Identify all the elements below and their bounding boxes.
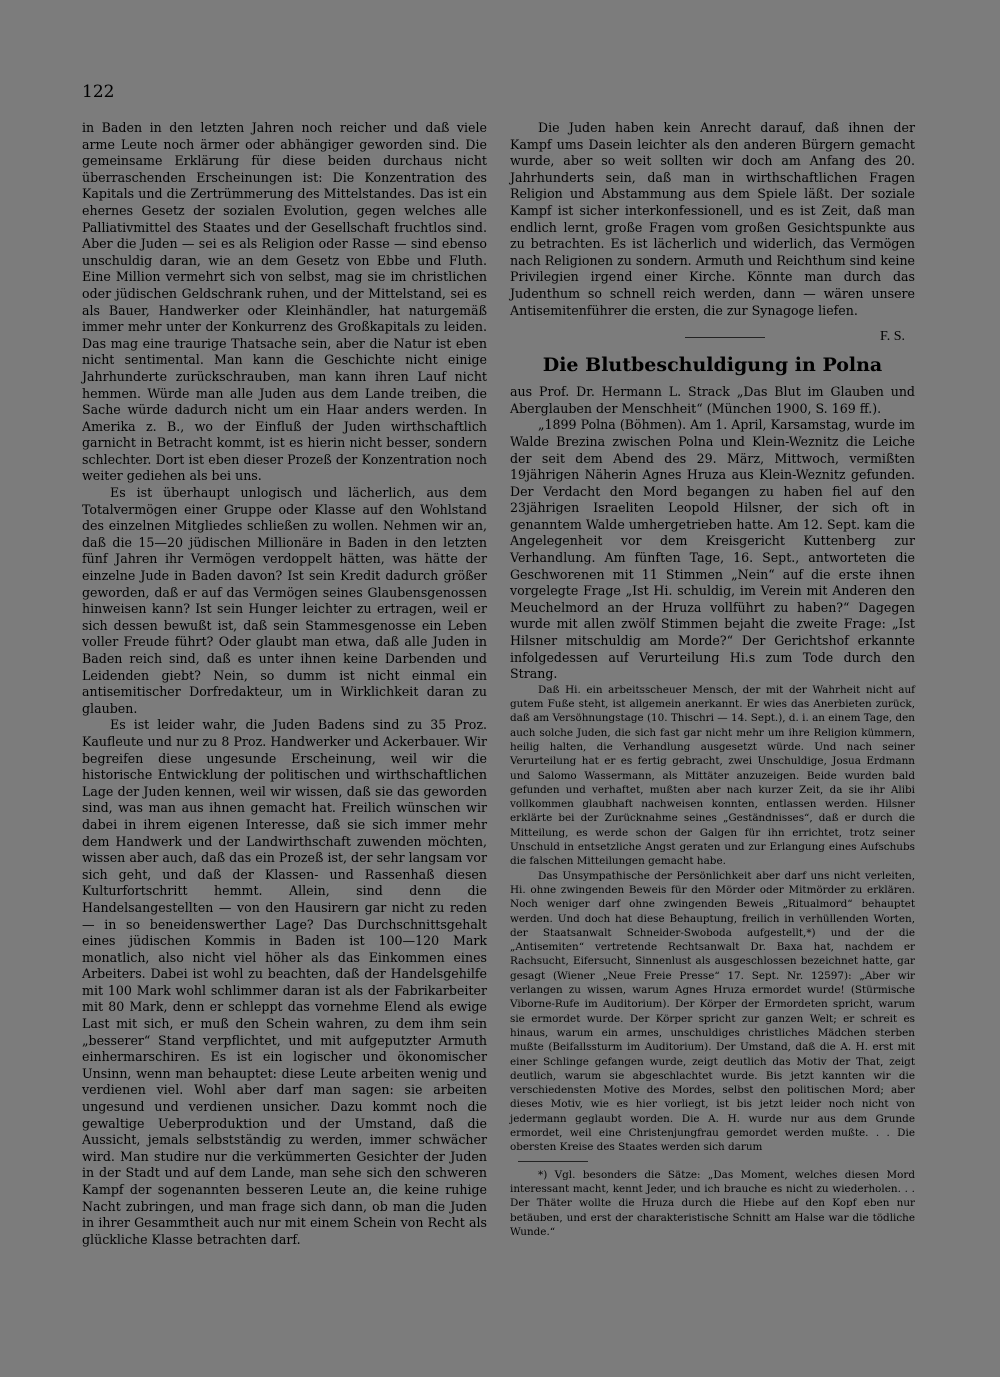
- divider: [685, 337, 765, 338]
- small-paragraph: Das Unsympathische der Persönlichkeit aber darf uns nicht verleiten, Hi. ohne zwingenden Beweis für den Mörder oder Mitmörder zu erklären. Noch weniger darf ohne zwingenden Beweis „Ritualmord“ behauptet werden. Und doch hat diese Behauptung, freilich in verhüllenden Worten, der Staatsanwalt Schneider-Swoboda aufgestellt,*) und der die „Antisemiten“ vertretende Rechtsanwalt Dr. Baxa hat, nachdem er Rachsucht, Eifersucht, Sinnenlust als ausgeschlossen bezeichnet hatte, gar gesagt (Wiener „Neue Freie Presse“ 17. Sept. Nr. 12597): „Aber wir verlangen zu wissen, warum Agnes Hruza ermordet wurde! (Stürmische Viborne-Rufe im Auditorium). Der Körper der Ermordeten spricht, warum sie ermordet wurde. Der Körper spricht zur ganzen Welt; er schreit es hinaus, warum ein armes, unschuldiges christliches Mädchen sterben mußte (Beifallssturm im Auditorium). Der Umstand, daß die A. H. erst mit einer Schlinge gefangen wurde, zeigt deutlich das Motiv der That, zeigt deutlich, warum sie abgeschlachtet wurde. Bis jetzt kannten wir die verschiedensten Motive des Mordes, selbst den politischen Mord; aber dieses Motiv, wie es hier vorliegt, ist bis jetzt leider noch nicht von jedermann geglaubt worden. Die A. H. wurde nur aus dem Grunde ermordet, weil eine Christenjungfrau gemordet werden mußte. . . Die obersten Kreise des Staates werden sich darum: [510, 869, 915, 1154]
- paragraph: Die Juden haben kein Anrecht darauf, daß ihnen der Kampf ums Dasein leichter als den anderen Bürgern gemacht wurde, aber so weit sollten wir doch am Anfang des 20. Jahrhunderts sein, daß man in wirthschaftlichen Fragen Religion und Abstammung aus dem Spiele läßt. Der soziale Kampf ist sicher interkonfessionell, und es ist Zeit, daß man endlich lernt, große Fragen vom großen Gesichtspunkte aus zu betrachten. Es ist lächerlich und widerlich, das Vermögen nach Religionen zu sondern. Armuth und Reichthum sind keine Privilegien irgend einer Kirche. Könnte man durch das Judenthum so schnell reich werden, dann — wären unsere Antisemitenführer die ersten, die zur Synagoge liefen.: [510, 120, 916, 318]
- footnote-divider: [518, 1161, 588, 1162]
- author-signature: F. S.: [880, 329, 905, 345]
- section-heading: Die Blutbeschuldigung in Polna: [542, 354, 883, 377]
- right-column: [510, 120, 915, 1239]
- small-paragraph: Daß Hi. ein arbeitsscheuer Mensch, der mit der Wahrheit nicht auf gutem Fuße steht, ist allgemein anerkannt. Er wies das Anerbieten zurück, daß am Versöhnungstage (10. Thischri — 14. Sept.), d. i. an einem Tage, den auch solche Juden, die sich fast gar nicht mehr um ihre Religion kümmern, heilig halten, die Verhandlung ausgesetzt würde. Und nach seiner Verurteilung hat er es fertig gebracht, zwei Unschuldige, Josua Erdmann und Salomo Wassermann, als Mittäter anzuzeigen. Beide wurden bald gefunden und verhaftet, mußten aber nach kurzer Zeit, da sie ihr Alibi vollkommen glaubhaft nachweisen konnten, entlassen werden. Hilsner erklärte bei der Zurücknahme seines „Geständnisses“, daß er durch die Mitteilung, es werde schon der Galgen für ihn errichtet, trotz seiner Unschuld in entsetzliche Angst geraten und zur Erlangung eines Aufschubs die falschen Mitteilungen gemacht habe.: [510, 683, 915, 868]
- footnote: *) Vgl. besonders die Sätze: „Das Moment, welches diesen Mord interessant macht, kennt Jeder, und ich brauche es nicht zu wiederholen. . . Der Thäter wollte die Hruza durch die Hiebe auf den Kopf eben nur betäuben, und erst der charakteristische Schnitt am Halse war die tödliche Wunde.“: [510, 1168, 915, 1238]
- source-citation: aus Prof. Dr. Hermann L. Strack „Das Blut im Glauben und Aberglauben der Menschheit“ (München 1900, S. 169 ff.).: [510, 384, 915, 416]
- paragraph: „1899 Polna (Böhmen). Am 1. April, Karsamstag, wurde im Walde Brezina zwischen Polna und Klein-Weznitz die Leiche der seit dem Abend des 29. März, Mittwoch, vermißten 19jährigen Näherin Agnes Hruza aus Klein-Weznitz gefunden. Der Verdacht den Mord begangen zu haben fiel auf den 23jährigen Israeliten Leopold Hilsner, der sich oft in genanntem Walde umhergetrieben hatte. Am 12. Sept. kam die Angelegenheit vor dem Kreisgericht Kuttenberg zur Verhandlung. Am fünften Tage, 16. Sept., antworteten die Geschworenen mit 11 Stimmen „Nein“ auf die erste ihnen vorgelegte Frage „Ist Hi. schuldig, im Verein mit Anderen den Meuchelmord an der Hruza vollführt zu haben?“ Dagegen wurde mit allen zwölf Stimmen bejaht die zweite Frage: „Ist Hilsner mitschuldig am Morde?“ Der Gerichtshof erkannte infolgedessen auf Verurteilung Hi.s zum Tode durch den Strang.: [510, 417, 915, 682]
- left-column: [82, 120, 487, 1248]
- paragraph: Es ist überhaupt unlogisch und lächerlich, aus dem Totalvermögen einer Gruppe oder Klasse auf den Wohlstand des einzelnen Mitgliedes schließen zu wollen. Nehmen wir an, daß die 15—20 jüdischen Millionäre in Baden in den letzten fünf Jahren ihr Vermögen verdoppelt hätten, was hätte der einzelne Jude in Baden davon? Ist sein Kredit dadurch größer geworden, daß er auf das Vermögen seines Glaubensgenossen hinweisen kann? Ist sein Hunger leichter zu ertragen, weil er sich dessen bewußt ist, daß sein Stammesgenosse ein Leben voller Freude führt? Oder glaubt man etwa, daß alle Juden in Baden reich sind, daß es unter ihnen keine Darbenden und Leidenden giebt? Nein, so dumm ist nicht einmal ein antisemitischer Dorfredakteur, um in Wirklichkeit daran zu glauben.: [82, 485, 487, 716]
- paragraph: in Baden in den letzten Jahren noch reicher und daß viele arme Leute noch ärmer oder abhängiger geworden sind. Die gemeinsame Erklärung für diese beiden durchaus nicht überraschenden Erscheinungen ist: Die Konzentration des Kapitals und die Zertrümmerung des Mittelstandes. Das ist ein ehernes Gesetz der sozialen Evolution, gegen welches alle Palliativmittel des Staates und der Gesellschaft fruchtlos sind. Aber die Juden — sei es als Religion oder Rasse — sind ebenso unschuldig daran, wie an dem Gesetz von Ebbe und Fluth. Eine Million vermehrt sich von selbst, mag sie im christlichen oder jüdischen Geldschrank ruhen, und der Mittelstand, sei es als Bauer, Handwerker oder Kleinhändler, hat naturgemäß immer mehr unter der Konkurrenz des Großkapitals zu leiden. Das mag eine traurige Thatsache sein, aber die Natur ist eben nicht sentimental. Man kann die Geschichte nicht einige Jahrhunderte zurückschrauben, man kann ihren Lauf nicht hemmen. Würde man alle Juden aus dem Lande treiben, die Sache würde dadurch nicht um ein Haar anders werden. In Amerika z. B., wo der Einfluß der Juden wirthschaftlich garnicht in Betracht kommt, ist es hierin nicht besser, sondern schlechter. Dort ist eben dieser Prozeß der Konzentration noch weiter gediehen als bei uns.: [82, 120, 487, 484]
- paragraph: Es ist leider wahr, die Juden Badens sind zu 35 Proz. Kaufleute und nur zu 8 Proz. Handwerker und Ackerbauer. Wir begreifen diese ungesunde Erscheinung, weil wir die historische Entwicklung der politischen und wirthschaftlichen Lage der Juden kennen, weil wir wissen, daß sie das geworden sind, was man aus ihnen gemacht hat. Freilich wünschen wir dabei in ihrem eigenen Interesse, daß sie sich immer mehr dem Handwerk und der Landwirthschaft zuwenden möchten, wissen aber auch, daß das ein Prozeß ist, der sehr langsam vor sich geht, und daß der Klassen- und Rassenhaß diesen Kulturfortschritt hemmt. Allein, sind denn die Handelsangestellten — von den Hausirern gar nicht zu reden — in so beneidenswerther Lage? Das Durchschnittsgehalt eines jüdischen Kommis in Baden ist 100—120 Mark monatlich, also nicht viel höher als das Einkommen eines Arbeiters. Dabei ist wohl zu beachten, daß der Handelsgehilfe mit 100 Mark wohl schlimmer daran ist als der Fabrikarbeiter mit 80 Mark, denn er schleppt das vornehme Elend als ewige Last mit sich, er muß den Schein wahren, zu dem ihm sein „besserer“ Stand verpflichtet, und mit aufgeputzter Armuth einhermarschiren. Es ist ein logischer und ökonomischer Unsinn, wenn man behauptet: diese Leute arbeiten wenig und verdienen viel. Wohl aber darf man sagen: sie arbeiten ungesund und verdienen unsicher. Dazu kommt noch die gewaltige Ueberproduktion und der Umstand, daß die Aussicht, jemals selbstständig zu werden, immer schwächer wird. Man studire nur die verkümmerten Gesichter der Juden in der Stadt und auf dem Lande, man sehe sich den schweren Kampf der sogenannten besseren Leute an, die keine ruhige Nacht zubringen, und man frage sich dann, ob man die Juden in ihrer Gesammtheit auch nur mit einem Schein von Recht als glückliche Klasse betrachten darf.: [82, 717, 487, 1247]
- page-number: 122: [82, 82, 115, 102]
